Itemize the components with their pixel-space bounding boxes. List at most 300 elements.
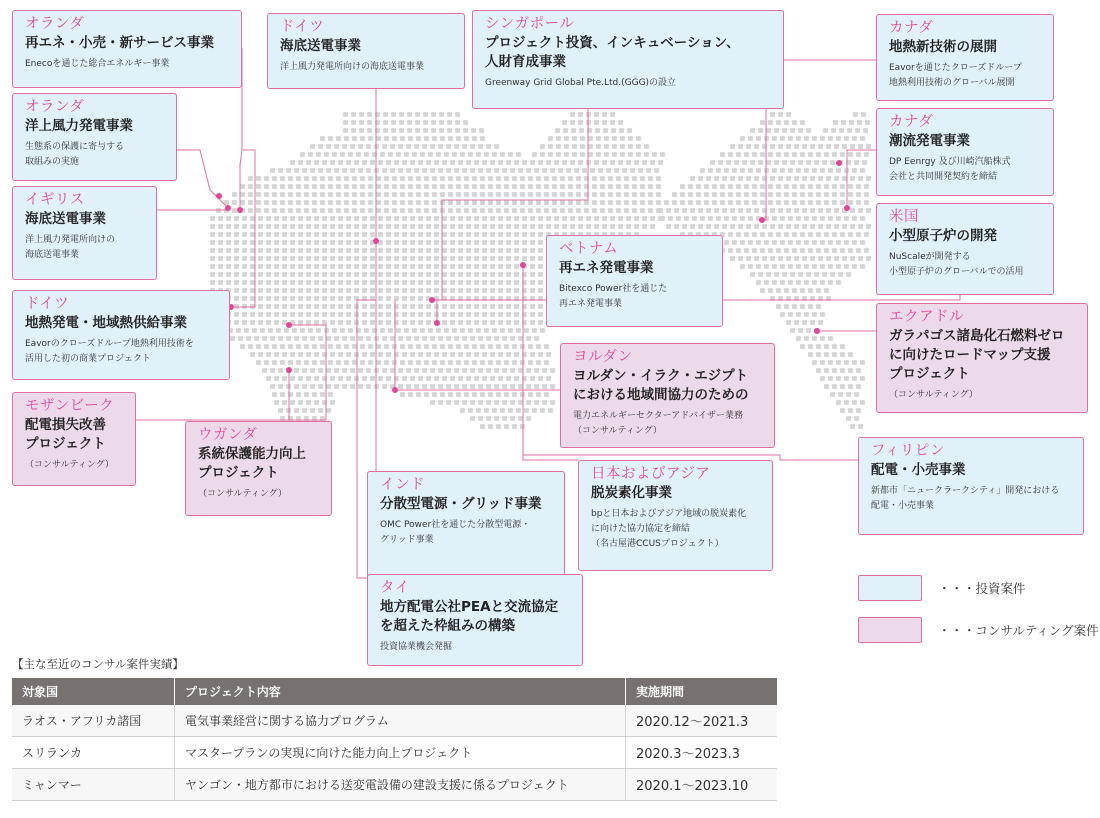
map-dot [546, 224, 551, 229]
map-dot [456, 184, 461, 189]
map-dot [768, 248, 773, 253]
map-dot [378, 160, 383, 165]
map-dot [690, 176, 695, 181]
map-dot [800, 152, 805, 157]
map-dot [780, 136, 785, 141]
map-dot [504, 392, 509, 397]
map-dot [498, 256, 503, 261]
map-dot [242, 296, 247, 301]
map-dot [240, 184, 245, 189]
map-dot [806, 272, 811, 277]
map-dot [826, 144, 831, 149]
map-dot [358, 144, 363, 149]
map-dot [812, 280, 817, 285]
map-dot [474, 216, 479, 221]
map-dot [298, 320, 303, 325]
map-dot [386, 264, 391, 269]
map-dot [378, 272, 383, 277]
map-dot [362, 304, 367, 309]
map-dot [359, 120, 364, 125]
map-dot [330, 160, 335, 165]
map-dot [428, 152, 433, 157]
map-dot [856, 184, 861, 189]
map-dot [788, 312, 793, 317]
map-dot [440, 136, 445, 141]
map-dot [752, 232, 757, 237]
map-dot [632, 184, 637, 189]
map-dot [798, 328, 803, 333]
map-dot [362, 280, 367, 285]
map-dot [740, 240, 745, 245]
map-dot [320, 176, 325, 181]
map-dot [570, 224, 575, 229]
map-dot [294, 408, 299, 413]
map-dot [764, 264, 769, 269]
map-dot [266, 312, 271, 317]
map-dot [298, 304, 303, 309]
map-dot [296, 392, 301, 397]
map-dot [394, 232, 399, 237]
map-dot [354, 232, 359, 237]
map-dot [242, 240, 247, 245]
map-dot [398, 168, 403, 173]
map-dot [572, 152, 577, 157]
card-title: 配電損失改善 プロジェクト [25, 417, 106, 452]
map-dot [782, 128, 787, 133]
project-card-vietnam-renewables [546, 235, 723, 327]
map-dot [828, 168, 833, 173]
map-dot [472, 360, 477, 365]
map-dot [248, 344, 253, 349]
map-dot [498, 216, 503, 221]
map-dot [544, 208, 549, 213]
map-dot [624, 192, 629, 197]
map-dot [446, 368, 451, 373]
map-dot [432, 192, 437, 197]
map-dot [362, 352, 367, 357]
map-dot [642, 224, 647, 229]
header-project: プロジェクト内容 [175, 678, 626, 705]
map-dot [342, 144, 347, 149]
map-dot [274, 352, 279, 357]
map-dot [780, 280, 785, 285]
map-dot [776, 288, 781, 293]
location-marker [520, 262, 526, 268]
map-dot [570, 120, 575, 125]
map-dot [498, 240, 503, 245]
map-dot [502, 416, 507, 421]
map-dot [648, 184, 653, 189]
map-dot [848, 200, 853, 205]
map-dot [312, 344, 317, 349]
map-dot [392, 192, 397, 197]
map-dot [538, 312, 543, 317]
map-dot [470, 416, 475, 421]
map-dot [648, 176, 653, 181]
map-dot [318, 168, 323, 173]
map-dot [792, 200, 797, 205]
map-dot [342, 168, 347, 173]
map-dot [370, 272, 375, 277]
map-dot [272, 344, 277, 349]
cell-country: ミャンマー [12, 769, 175, 801]
map-dot [234, 264, 239, 269]
map-dot [415, 120, 420, 125]
map-dot [394, 264, 399, 269]
map-dot [458, 264, 463, 269]
map-dot [352, 200, 357, 205]
map-dot [320, 136, 325, 141]
map-dot [448, 184, 453, 189]
map-dot [280, 176, 285, 181]
map-dot [506, 352, 511, 357]
map-dot [488, 184, 493, 189]
map-dot [250, 272, 255, 277]
map-dot [822, 160, 827, 165]
map-dot [786, 144, 791, 149]
map-dot [836, 216, 841, 221]
map-dot [518, 336, 523, 341]
project-card-singapore-ggg [472, 10, 784, 109]
map-dot [604, 152, 609, 157]
map-dot [504, 176, 509, 181]
map-dot [746, 208, 751, 213]
map-dot [466, 256, 471, 261]
card-title: 分散型電源・グリッド事業 [380, 496, 542, 512]
map-dot [534, 400, 539, 405]
map-dot [416, 184, 421, 189]
map-dot [496, 424, 501, 429]
map-dot [358, 368, 363, 373]
map-dot [290, 160, 295, 165]
map-dot [464, 344, 469, 349]
map-dot [798, 272, 803, 277]
map-dot [394, 160, 399, 165]
map-dot [836, 264, 841, 269]
map-dot [804, 168, 809, 173]
map-dot [306, 376, 311, 381]
map-dot [552, 208, 557, 213]
map-dot [392, 184, 397, 189]
map-dot [258, 312, 263, 317]
map-dot [856, 192, 861, 197]
map-dot [860, 136, 865, 141]
map-dot [226, 272, 231, 277]
map-dot [748, 264, 753, 269]
map-dot [466, 320, 471, 325]
map-dot [330, 256, 335, 261]
map-dot [528, 200, 533, 205]
map-dot [418, 272, 423, 277]
map-dot [850, 144, 855, 149]
map-dot [455, 120, 460, 125]
map-dot [652, 152, 657, 157]
map-dot [378, 232, 383, 237]
map-dot [792, 152, 797, 157]
map-dot [706, 208, 711, 213]
map-dot [288, 200, 293, 205]
map-dot [802, 208, 807, 213]
map-dot [734, 160, 739, 165]
map-dot [704, 192, 709, 197]
map-dot [804, 136, 809, 141]
map-dot [828, 376, 833, 381]
map-dot [344, 344, 349, 349]
map-dot [242, 272, 247, 277]
map-dot [290, 232, 295, 237]
map-dot [502, 400, 507, 405]
map-dot [274, 264, 279, 269]
map-dot [434, 256, 439, 261]
map-dot [370, 248, 375, 253]
map-dot [266, 232, 271, 237]
map-dot [704, 200, 709, 205]
map-dot [274, 248, 279, 253]
map-dot [770, 208, 775, 213]
cell-project: ヤンゴン・地方都市における送変電設備の建設支援に係るプロジェクト [175, 769, 626, 801]
map-dot [274, 240, 279, 245]
map-dot [276, 328, 281, 333]
map-dot [808, 248, 813, 253]
map-dot [326, 336, 331, 341]
map-dot [540, 152, 545, 157]
map-dot [359, 112, 364, 117]
map-dot [640, 184, 645, 189]
map-dot [354, 288, 359, 293]
card-country: 米国 [889, 209, 919, 225]
map-dot [570, 112, 575, 117]
map-dot [378, 248, 383, 253]
map-dot [456, 392, 461, 397]
map-dot [700, 216, 705, 221]
map-dot [455, 112, 460, 117]
map-dot [588, 136, 593, 141]
map-dot [434, 376, 439, 381]
map-dot [294, 368, 299, 373]
map-dot [642, 216, 647, 221]
map-dot [510, 368, 515, 373]
map-dot [358, 168, 363, 173]
map-dot [536, 184, 541, 189]
map-dot [492, 328, 497, 333]
map-dot [392, 136, 397, 141]
map-dot [330, 232, 335, 237]
map-dot [812, 312, 817, 317]
map-dot [682, 208, 687, 213]
map-dot [304, 392, 309, 397]
map-dot [536, 208, 541, 213]
map-dot [518, 168, 523, 173]
map-dot [454, 168, 459, 173]
map-dot [348, 152, 353, 157]
map-dot [772, 280, 777, 285]
map-dot [502, 368, 507, 373]
map-dot [386, 320, 391, 325]
map-dot [542, 400, 547, 405]
map-dot [606, 168, 611, 173]
map-dot [776, 232, 781, 237]
map-dot [566, 168, 571, 173]
map-dot [322, 264, 327, 269]
map-dot [794, 176, 799, 181]
map-dot [496, 392, 501, 397]
map-dot [802, 320, 807, 325]
map-dot [504, 424, 509, 429]
map-dot [856, 200, 861, 205]
map-dot [432, 184, 437, 189]
map-dot [536, 392, 541, 397]
map-dot [346, 312, 351, 317]
map-dot [836, 376, 841, 381]
map-dot [354, 272, 359, 277]
map-dot [792, 120, 797, 125]
map-dot [462, 144, 467, 149]
map-dot [508, 328, 513, 333]
map-dot [410, 312, 415, 317]
map-dot [446, 384, 451, 389]
map-dot [352, 136, 357, 141]
map-dot [400, 200, 405, 205]
map-dot [674, 224, 679, 229]
map-dot [760, 232, 765, 237]
map-dot [288, 208, 293, 213]
map-dot [272, 192, 277, 197]
map-dot [306, 248, 311, 253]
map-dot [482, 264, 487, 269]
map-dot [450, 216, 455, 221]
map-dot [490, 224, 495, 229]
map-dot [544, 192, 549, 197]
map-dot [840, 248, 845, 253]
map-dot [506, 280, 511, 285]
map-dot [563, 128, 568, 133]
map-dot [850, 208, 855, 213]
map-dot [226, 216, 231, 221]
map-dot [612, 152, 617, 157]
map-dot [788, 280, 793, 285]
map-dot [408, 136, 413, 141]
map-dot [496, 200, 501, 205]
map-dot [548, 136, 553, 141]
map-dot [592, 200, 597, 205]
map-dot [442, 280, 447, 285]
map-dot [426, 352, 431, 357]
map-dot [855, 128, 860, 133]
map-dot [391, 120, 396, 125]
location-marker [237, 207, 243, 213]
map-dot [794, 224, 799, 229]
map-dot [838, 392, 843, 397]
map-dot [546, 160, 551, 165]
map-dot [584, 208, 589, 213]
map-dot [498, 376, 503, 381]
map-dot [290, 304, 295, 309]
map-dot [600, 208, 605, 213]
card-description: 生態系の保護に寄与する 取組みの実施 [25, 142, 125, 167]
map-dot [310, 168, 315, 173]
map-dot [476, 152, 481, 157]
map-dot [343, 120, 348, 125]
map-dot [218, 224, 223, 229]
cell-country: ラオス・アフリカ諸国 [12, 705, 175, 737]
map-dot [856, 384, 861, 389]
map-dot [514, 312, 519, 317]
map-dot [555, 128, 560, 133]
map-dot [754, 224, 759, 229]
map-dot [832, 344, 837, 349]
map-dot [824, 288, 829, 293]
map-dot [260, 328, 265, 333]
map-dot [314, 160, 319, 165]
map-dot [258, 216, 263, 221]
map-dot [832, 232, 837, 237]
map-dot [398, 384, 403, 389]
map-dot [440, 176, 445, 181]
map-dot [378, 256, 383, 261]
map-dot [450, 312, 455, 317]
map-dot [506, 232, 511, 237]
map-dot [398, 144, 403, 149]
map-dot [808, 352, 813, 357]
map-dot [362, 232, 367, 237]
map-dot [498, 160, 503, 165]
map-dot [438, 384, 443, 389]
map-dot [431, 120, 436, 125]
map-dot [318, 408, 323, 413]
map-dot [540, 408, 545, 413]
map-dot [282, 216, 287, 221]
map-dot [386, 272, 391, 277]
card-country: 日本およびアジア [591, 466, 711, 482]
map-dot [850, 176, 855, 181]
map-dot [314, 376, 319, 381]
map-dot [482, 216, 487, 221]
card-description: （コンサルティング） [889, 390, 978, 400]
map-dot [600, 200, 605, 205]
map-dot [306, 400, 311, 405]
map-dot [740, 168, 745, 173]
location-marker [434, 320, 440, 326]
map-dot [516, 152, 521, 157]
card-description: 電力エネルギーセクターアドバイザー業務 （コンサルティング） [573, 411, 744, 436]
card-description: Eavorを通じたクローズドループ 地熱利用技術のグローバル展開 [889, 63, 1022, 88]
map-dot [580, 136, 585, 141]
map-dot [744, 248, 749, 253]
map-dot [648, 208, 653, 213]
map-dot [364, 152, 369, 157]
map-dot [490, 264, 495, 269]
map-dot [796, 240, 801, 245]
map-dot [550, 400, 555, 405]
map-dot [250, 232, 255, 237]
map-dot [844, 264, 849, 269]
map-dot [518, 400, 523, 405]
map-dot [526, 168, 531, 173]
map-dot [418, 352, 423, 357]
map-dot [280, 360, 285, 365]
map-dot [520, 200, 525, 205]
map-dot [328, 360, 333, 365]
map-dot [595, 128, 600, 133]
map-dot [448, 208, 453, 213]
map-dot [326, 384, 331, 389]
map-dot [340, 152, 345, 157]
map-dot [322, 296, 327, 301]
map-dot [314, 280, 319, 285]
map-dot [258, 352, 263, 357]
map-dot [784, 152, 789, 157]
map-dot [426, 248, 431, 253]
